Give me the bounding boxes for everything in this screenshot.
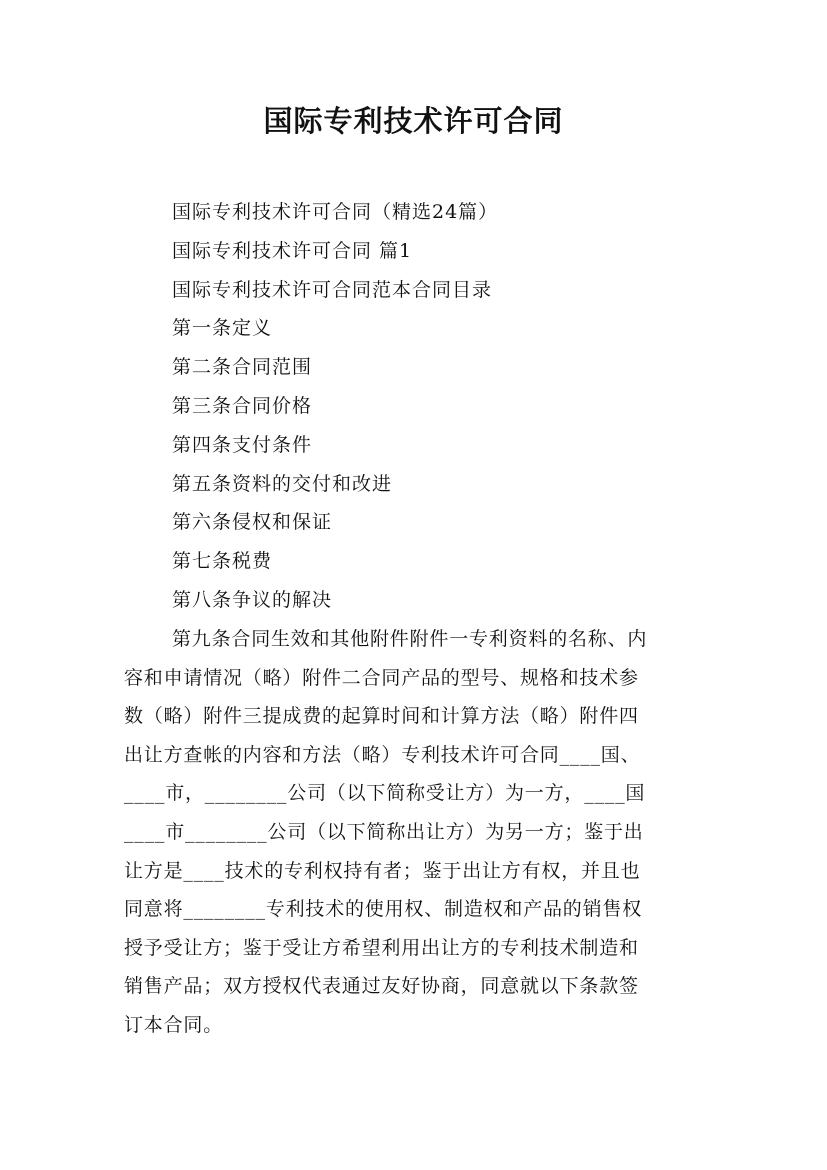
paragraph-line: 授予受让方；鉴于受让方希望利用出让方的专利技术制造和 bbox=[124, 936, 639, 959]
paragraph-line: 出让方查帐的内容和方法（略）专利技术许可合同____国、 bbox=[124, 743, 641, 766]
contents-line-clause-1: 第一条定义 bbox=[172, 317, 273, 340]
paragraph-line: ____市________公司（以下简称出让方）为另一方；鉴于出 bbox=[124, 820, 644, 843]
contents-line-clause-5: 第五条资料的交付和改进 bbox=[172, 472, 393, 495]
paragraph-line: 数（略）附件三提成费的起算时间和计算方法（略）附件四 bbox=[124, 705, 639, 728]
contract-body-paragraph bbox=[124, 620, 714, 1045]
contents-line-template-directory: 国际专利技术许可合同范本合同目录 bbox=[172, 278, 493, 301]
paragraph-line: ____市，________公司（以下简称受让方）为一方，____国 bbox=[124, 782, 646, 805]
contents-line-clause-3: 第三条合同价格 bbox=[172, 394, 313, 417]
contents-line-collection-title: 国际专利技术许可合同（精选24篇） bbox=[172, 201, 499, 223]
contents-line-clause-6: 第六条侵权和保证 bbox=[172, 511, 333, 534]
paragraph-line: 销售产品；双方授权代表通过友好协商，同意就以下条款签 bbox=[124, 975, 639, 998]
paragraph-line: 容和申请情况（略）附件二合同产品的型号、规格和技术参 bbox=[124, 666, 639, 689]
contents-line-article-1: 国际专利技术许可合同 篇1 bbox=[172, 239, 413, 262]
document-title: 国际专利技术许可合同 bbox=[263, 104, 564, 138]
contents-line-clause-4: 第四条支付条件 bbox=[172, 433, 313, 456]
paragraph-line: 同意将________专利技术的使用权、制造权和产品的销售权 bbox=[124, 898, 643, 921]
paragraph-line: 订本合同。 bbox=[124, 1013, 224, 1036]
contents-line-clause-8: 第八条争议的解决 bbox=[172, 588, 333, 611]
paragraph-line: 让方是____技术的专利权持有者；鉴于出让方有权，并且也 bbox=[124, 859, 641, 882]
contents-list bbox=[172, 193, 498, 620]
contents-line-clause-2: 第二条合同范围 bbox=[172, 356, 313, 379]
paragraph-line: 第九条合同生效和其他附件附件一专利资料的名称、内 bbox=[172, 628, 648, 650]
contents-line-clause-7: 第七条税费 bbox=[172, 550, 273, 573]
